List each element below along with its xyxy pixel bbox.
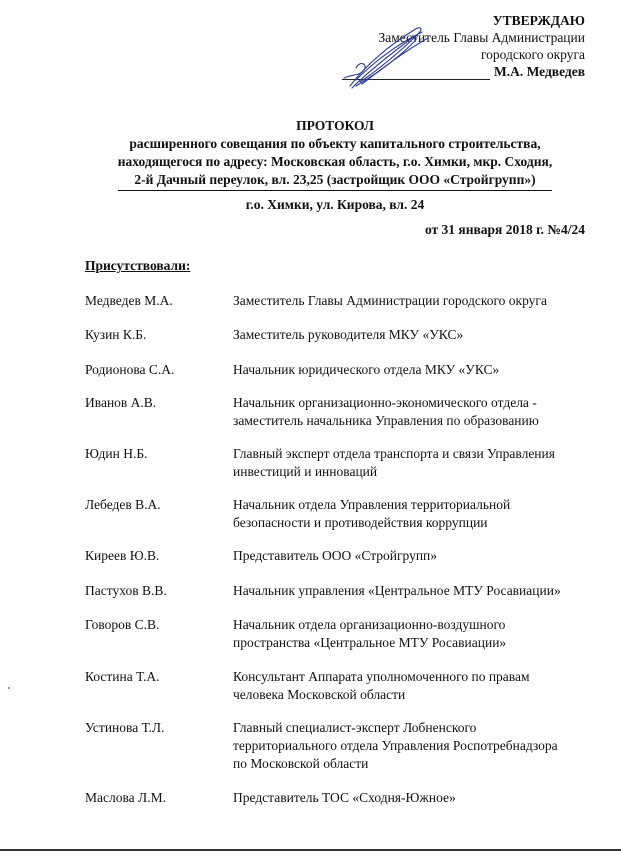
attendee-name: Медведев М.А. <box>85 293 173 308</box>
attendee-position: Начальник управления «Центральное МТУ Росавиации» <box>233 583 561 598</box>
meeting-place: г.о. Химки, ул. Кирова, вл. 24 <box>245 197 425 212</box>
attendee-name: Юдин Н.Б. <box>85 446 148 461</box>
handwritten-signature <box>342 20 432 95</box>
attendee-name: Иванов А.В. <box>85 395 157 410</box>
attendee-position: Главный эксперт отдела транспорта и связи Управления инвестиций и инноваций <box>233 446 555 479</box>
attendee-position: Начальник юридического отдела МКУ «УКС» <box>233 362 500 377</box>
attendee-position: Главный специалист-эксперт Лобненского территориального отдела Управления Роспотребнадзора по Московской области <box>233 720 558 771</box>
protocol-heading: ПРОТОКОЛ <box>296 118 374 133</box>
approval-position-line1: Заместитель Главы Администрации <box>378 30 585 45</box>
attendee-name: Говоров С.В. <box>85 617 160 632</box>
attendee-name: Лебедев В.А. <box>85 497 161 512</box>
approval-position-line2: городского округа <box>480 47 585 62</box>
attendee-position: Начальник отдела организационно-воздушного пространства «Центральное МТУ Росавиации» <box>233 617 507 650</box>
attendees-heading: Присутствовали: <box>85 258 191 273</box>
attendee-position: Начальник отдела Управления территориальной безопасности и противодействия коррупции <box>233 497 511 530</box>
page-edge-line <box>0 849 621 851</box>
attendee-position: Заместитель руководителя МКУ «УКС» <box>233 327 464 342</box>
subject-line: находящегося по адресу: Московская область, г.о. Химки, мкр. Сходня, <box>117 154 553 169</box>
protocol-subject <box>118 135 552 191</box>
approval-block <box>285 12 585 80</box>
attendee-name: Киреев Ю.В. <box>85 548 160 563</box>
attendee-name: Устинова Т.Л. <box>85 720 165 735</box>
attendee-name: Кузин К.Б. <box>85 327 147 342</box>
attendee-name: Пастухов В.В. <box>85 583 167 598</box>
attendee-name: Костина Т.А. <box>85 669 160 684</box>
scan-speck <box>8 687 10 689</box>
attendee-position: Представитель ТОС «Сходня-Южное» <box>233 790 456 805</box>
attendee-name: Маслова Л.М. <box>85 790 166 805</box>
attendee-position: Заместитель Главы Администрации городского округа <box>233 293 547 308</box>
protocol-title-block <box>40 117 621 214</box>
approval-heading: УТВЕРЖДАЮ <box>492 13 585 28</box>
attendee-name: Родионова С.А. <box>85 362 175 377</box>
attendee-position: Представитель ООО «Стройгрупп» <box>233 548 438 563</box>
subject-line: 2-й Дачный переулок, вл. 23,25 (застройщик ООО «Стройгрупп») <box>134 172 536 187</box>
subject-line: расширенного совещания по объекту капитального строительства, <box>129 136 541 151</box>
attendee-position: Начальник организационно-экономического отдела - заместитель начальника Управления по образованию <box>233 395 539 428</box>
protocol-date: от 31 января 2018 г. №4/24 <box>424 222 585 237</box>
approval-signer: М.А. Медведев <box>493 64 585 79</box>
attendee-position: Консультант Аппарата уполномоченного по правам человека Московской области <box>233 669 530 702</box>
signature-line-row <box>285 63 585 80</box>
